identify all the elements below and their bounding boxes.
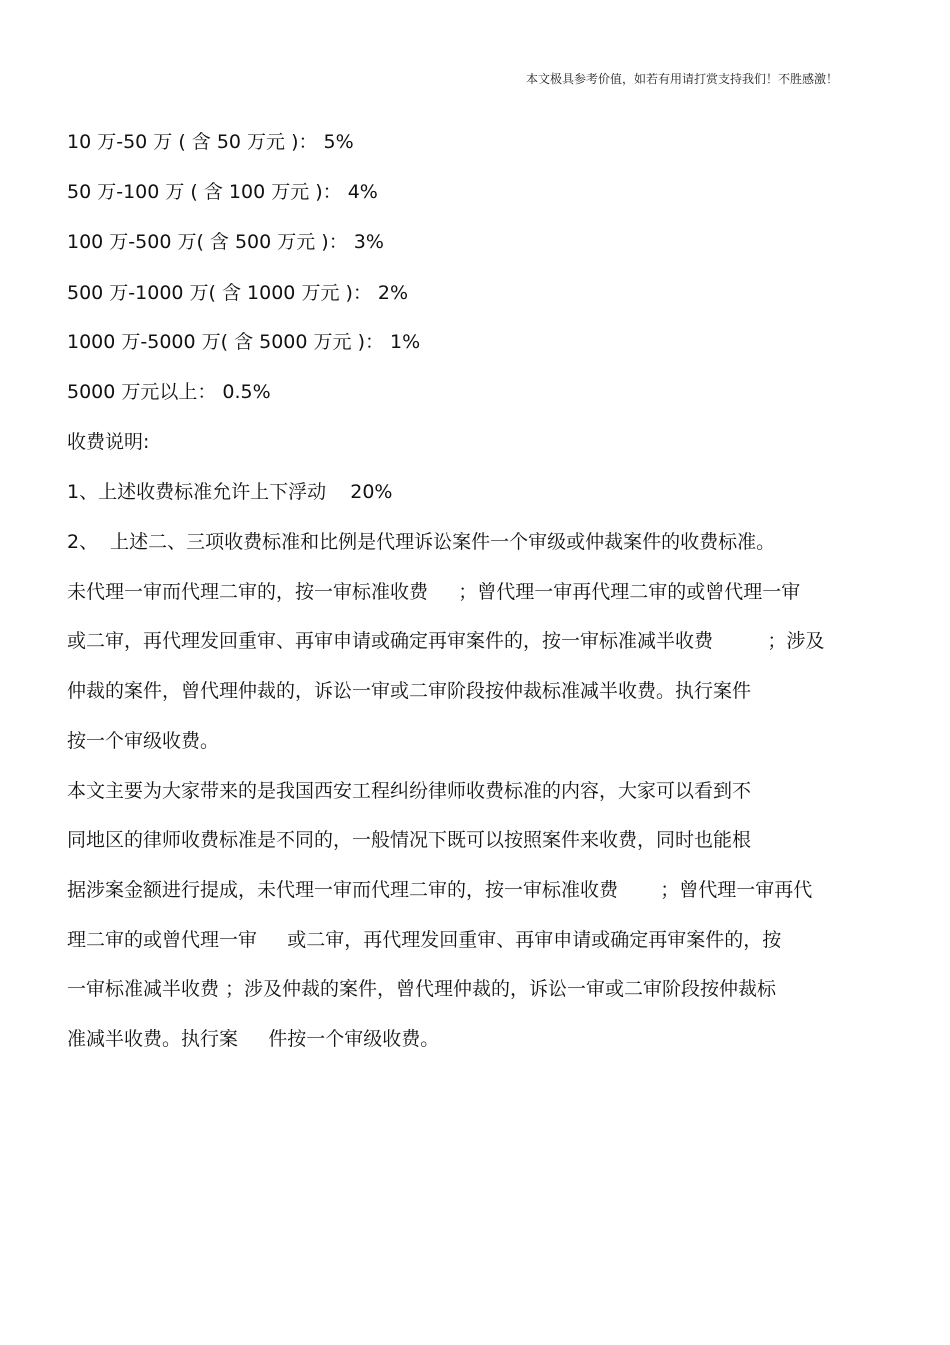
notes-heading: 收费说明: — [67, 431, 150, 453]
fee-rate-item: 1000 万-5000 万( 含 5000 万元 )： 1% — [67, 331, 421, 353]
note-item-2-line: 仲裁的案件，曾代理仲裁的，诉讼一审或二审阶段按仲裁标准减半收费。执行案件 — [67, 680, 752, 702]
note-item-2-line: 2、 上述二、三项收费标准和比例是代理诉讼案件一个审级或仲裁案件的收费标准。 — [67, 531, 776, 553]
note-item-1: 1、上述收费标准允许上下浮动 20% — [67, 481, 393, 503]
note-item-2-line: 或二审，再代理发回重审、再审申请或确定再审案件的，按一审标准减半收费 ；涉及 — [67, 630, 825, 652]
fee-rate-item: 5000 万元以上： 0.5% — [67, 381, 271, 403]
summary-line: 准减半收费。执行案 件按一个审级收费。 — [67, 1028, 440, 1050]
summary-line: 理二审的或曾代理一审 或二审，再代理发回重审、再审申请或确定再审案件的，按 — [67, 929, 782, 951]
summary-line: 本文主要为大家带来的是我国西安工程纠纷律师收费标准的内容，大家可以看到不 — [67, 780, 752, 802]
summary-line: 同地区的律师收费标准是不同的，一般情况下既可以按照案件来收费，同时也能根 — [67, 829, 752, 851]
header-note: 本文极具参考价值，如若有用请打赏支持我们！不胜感激！ — [525, 72, 838, 86]
summary-line: 一审标准减半收费 ；涉及仲裁的案件，曾代理仲裁的，诉讼一审或二审阶段按仲裁标 — [67, 978, 777, 1000]
summary-line: 据涉案金额进行提成，未代理一审而代理二审的，按一审标准收费 ；曾代理一审再代 — [67, 879, 813, 901]
fee-rate-item: 500 万-1000 万( 含 1000 万元 )： 2% — [67, 282, 409, 304]
note-item-2-line: 按一个审级收费。 — [67, 730, 220, 752]
fee-rate-item: 10 万-50 万 ( 含 50 万元 )： 5% — [67, 131, 354, 153]
fee-rate-item: 50 万-100 万 ( 含 100 万元 )： 4% — [67, 181, 378, 203]
note-item-2-line: 未代理一审而代理二审的，按一审标准收费 ；曾代理一审再代理二审的或曾代理一审 — [67, 581, 801, 603]
fee-rate-item: 100 万-500 万( 含 500 万元 )： 3% — [67, 231, 384, 253]
